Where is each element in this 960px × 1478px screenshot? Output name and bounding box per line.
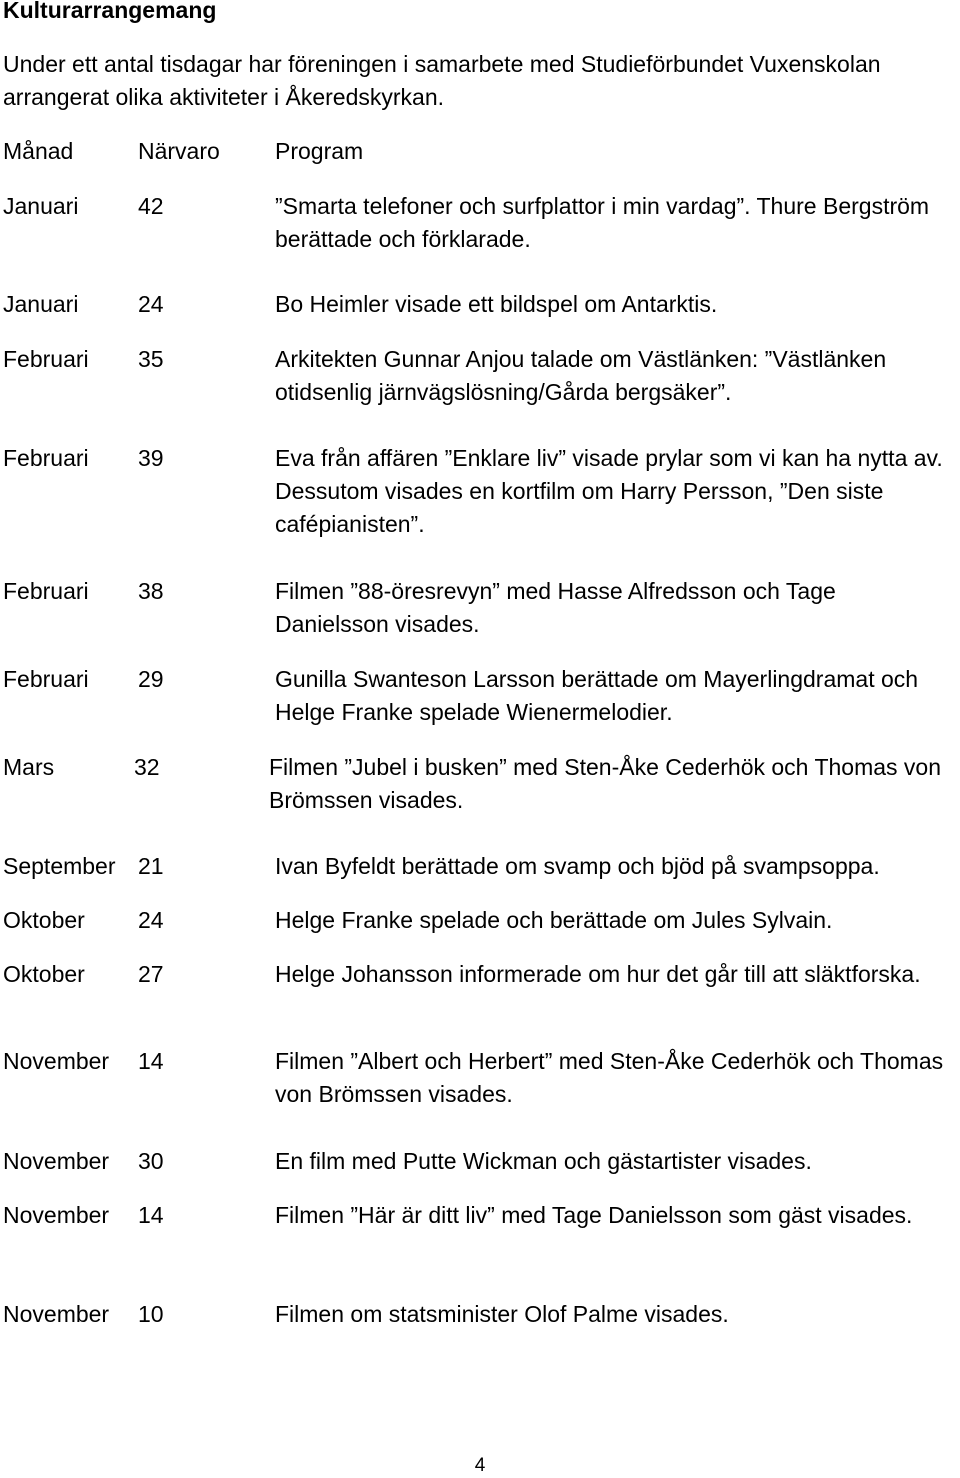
row-program: Helge Franke spelade och berättade om Jules Sylvain. — [275, 907, 833, 933]
row-month: November — [3, 1301, 110, 1327]
row-attendance: 14 — [138, 1202, 164, 1228]
row-attendance: 14 — [138, 1048, 164, 1074]
row-program: Bo Heimler visade ett bildspel om Antarktis. — [275, 291, 718, 317]
row-program: Arkitekten Gunnar Anjou talade om Västlänken: ”Västlänken otidsenlig järnvägslösning/Gårda bergsäker”. — [275, 346, 887, 405]
row-month: Februari — [3, 346, 89, 372]
row-attendance: 42 — [138, 193, 164, 219]
row-attendance: 21 — [138, 853, 164, 879]
row-attendance: 38 — [138, 578, 164, 604]
row-program: En film med Putte Wickman och gästartister visades. — [275, 1148, 812, 1174]
column-header-month: Månad — [3, 138, 74, 164]
row-program: Filmen ”Här är ditt liv” med Tage Danielsson som gäst visades. — [275, 1202, 913, 1228]
row-attendance: 24 — [138, 291, 164, 317]
row-month: Oktober — [3, 907, 85, 933]
row-program: Ivan Byfeldt berättade om svamp och bjöd på svampsoppa. — [275, 853, 880, 879]
row-program: ”Smarta telefoner och surfplattor i min vardag”. Thure Bergström berättade och förklarade. — [275, 193, 930, 252]
row-program: Eva från affären ”Enklare liv” visade prylar som vi kan ha nytta av. Dessutom visades en kortfilm om Harry Persson, ”Den siste cafépianisten”. — [275, 445, 943, 537]
row-program: Filmen om statsminister Olof Palme visades. — [275, 1301, 729, 1327]
row-attendance: 32 — [134, 754, 160, 780]
row-month: Januari — [3, 193, 79, 219]
row-month: Oktober — [3, 961, 85, 987]
row-month: Februari — [3, 445, 89, 471]
row-month: Januari — [3, 291, 79, 317]
document-title: Kulturarrangemang — [3, 0, 217, 23]
row-attendance: 24 — [138, 907, 164, 933]
row-program: Filmen ”Jubel i busken” med Sten-Åke Cederhök och Thomas von Brömssen visades. — [269, 754, 942, 813]
column-header-attendance: Närvaro — [138, 138, 220, 164]
row-attendance: 29 — [138, 666, 164, 692]
row-month: September — [3, 853, 116, 879]
row-program: Gunilla Swanteson Larsson berättade om Mayerlingdramat och Helge Franke spelade Wienermelodier. — [275, 666, 919, 725]
row-attendance: 10 — [138, 1301, 164, 1327]
row-month: November — [3, 1202, 110, 1228]
column-header-program: Program — [275, 138, 364, 164]
row-program: Helge Johansson informerade om hur det går till att släktforska. — [275, 961, 921, 987]
row-attendance: 30 — [138, 1148, 164, 1174]
row-program: Filmen ”88-öresrevyn” med Hasse Alfredsson och Tage Danielsson visades. — [275, 578, 836, 637]
row-attendance: 35 — [138, 346, 164, 372]
row-month: November — [3, 1048, 110, 1074]
row-month: Mars — [3, 754, 55, 780]
row-month: Februari — [3, 578, 89, 604]
row-month: November — [3, 1148, 110, 1174]
row-attendance: 27 — [138, 961, 164, 987]
row-attendance: 39 — [138, 445, 164, 471]
row-program: Filmen ”Albert och Herbert” med Sten-Åke Cederhök och Thomas von Brömssen visades. — [275, 1048, 944, 1107]
intro-paragraph: Under ett antal tisdagar har föreningen i samarbete med Studieförbundet Vuxenskolan arrangerat olika aktiviteter i Åkeredskyrkan. — [3, 51, 881, 110]
row-month: Februari — [3, 666, 89, 692]
page-number: 4 — [474, 1455, 486, 1476]
